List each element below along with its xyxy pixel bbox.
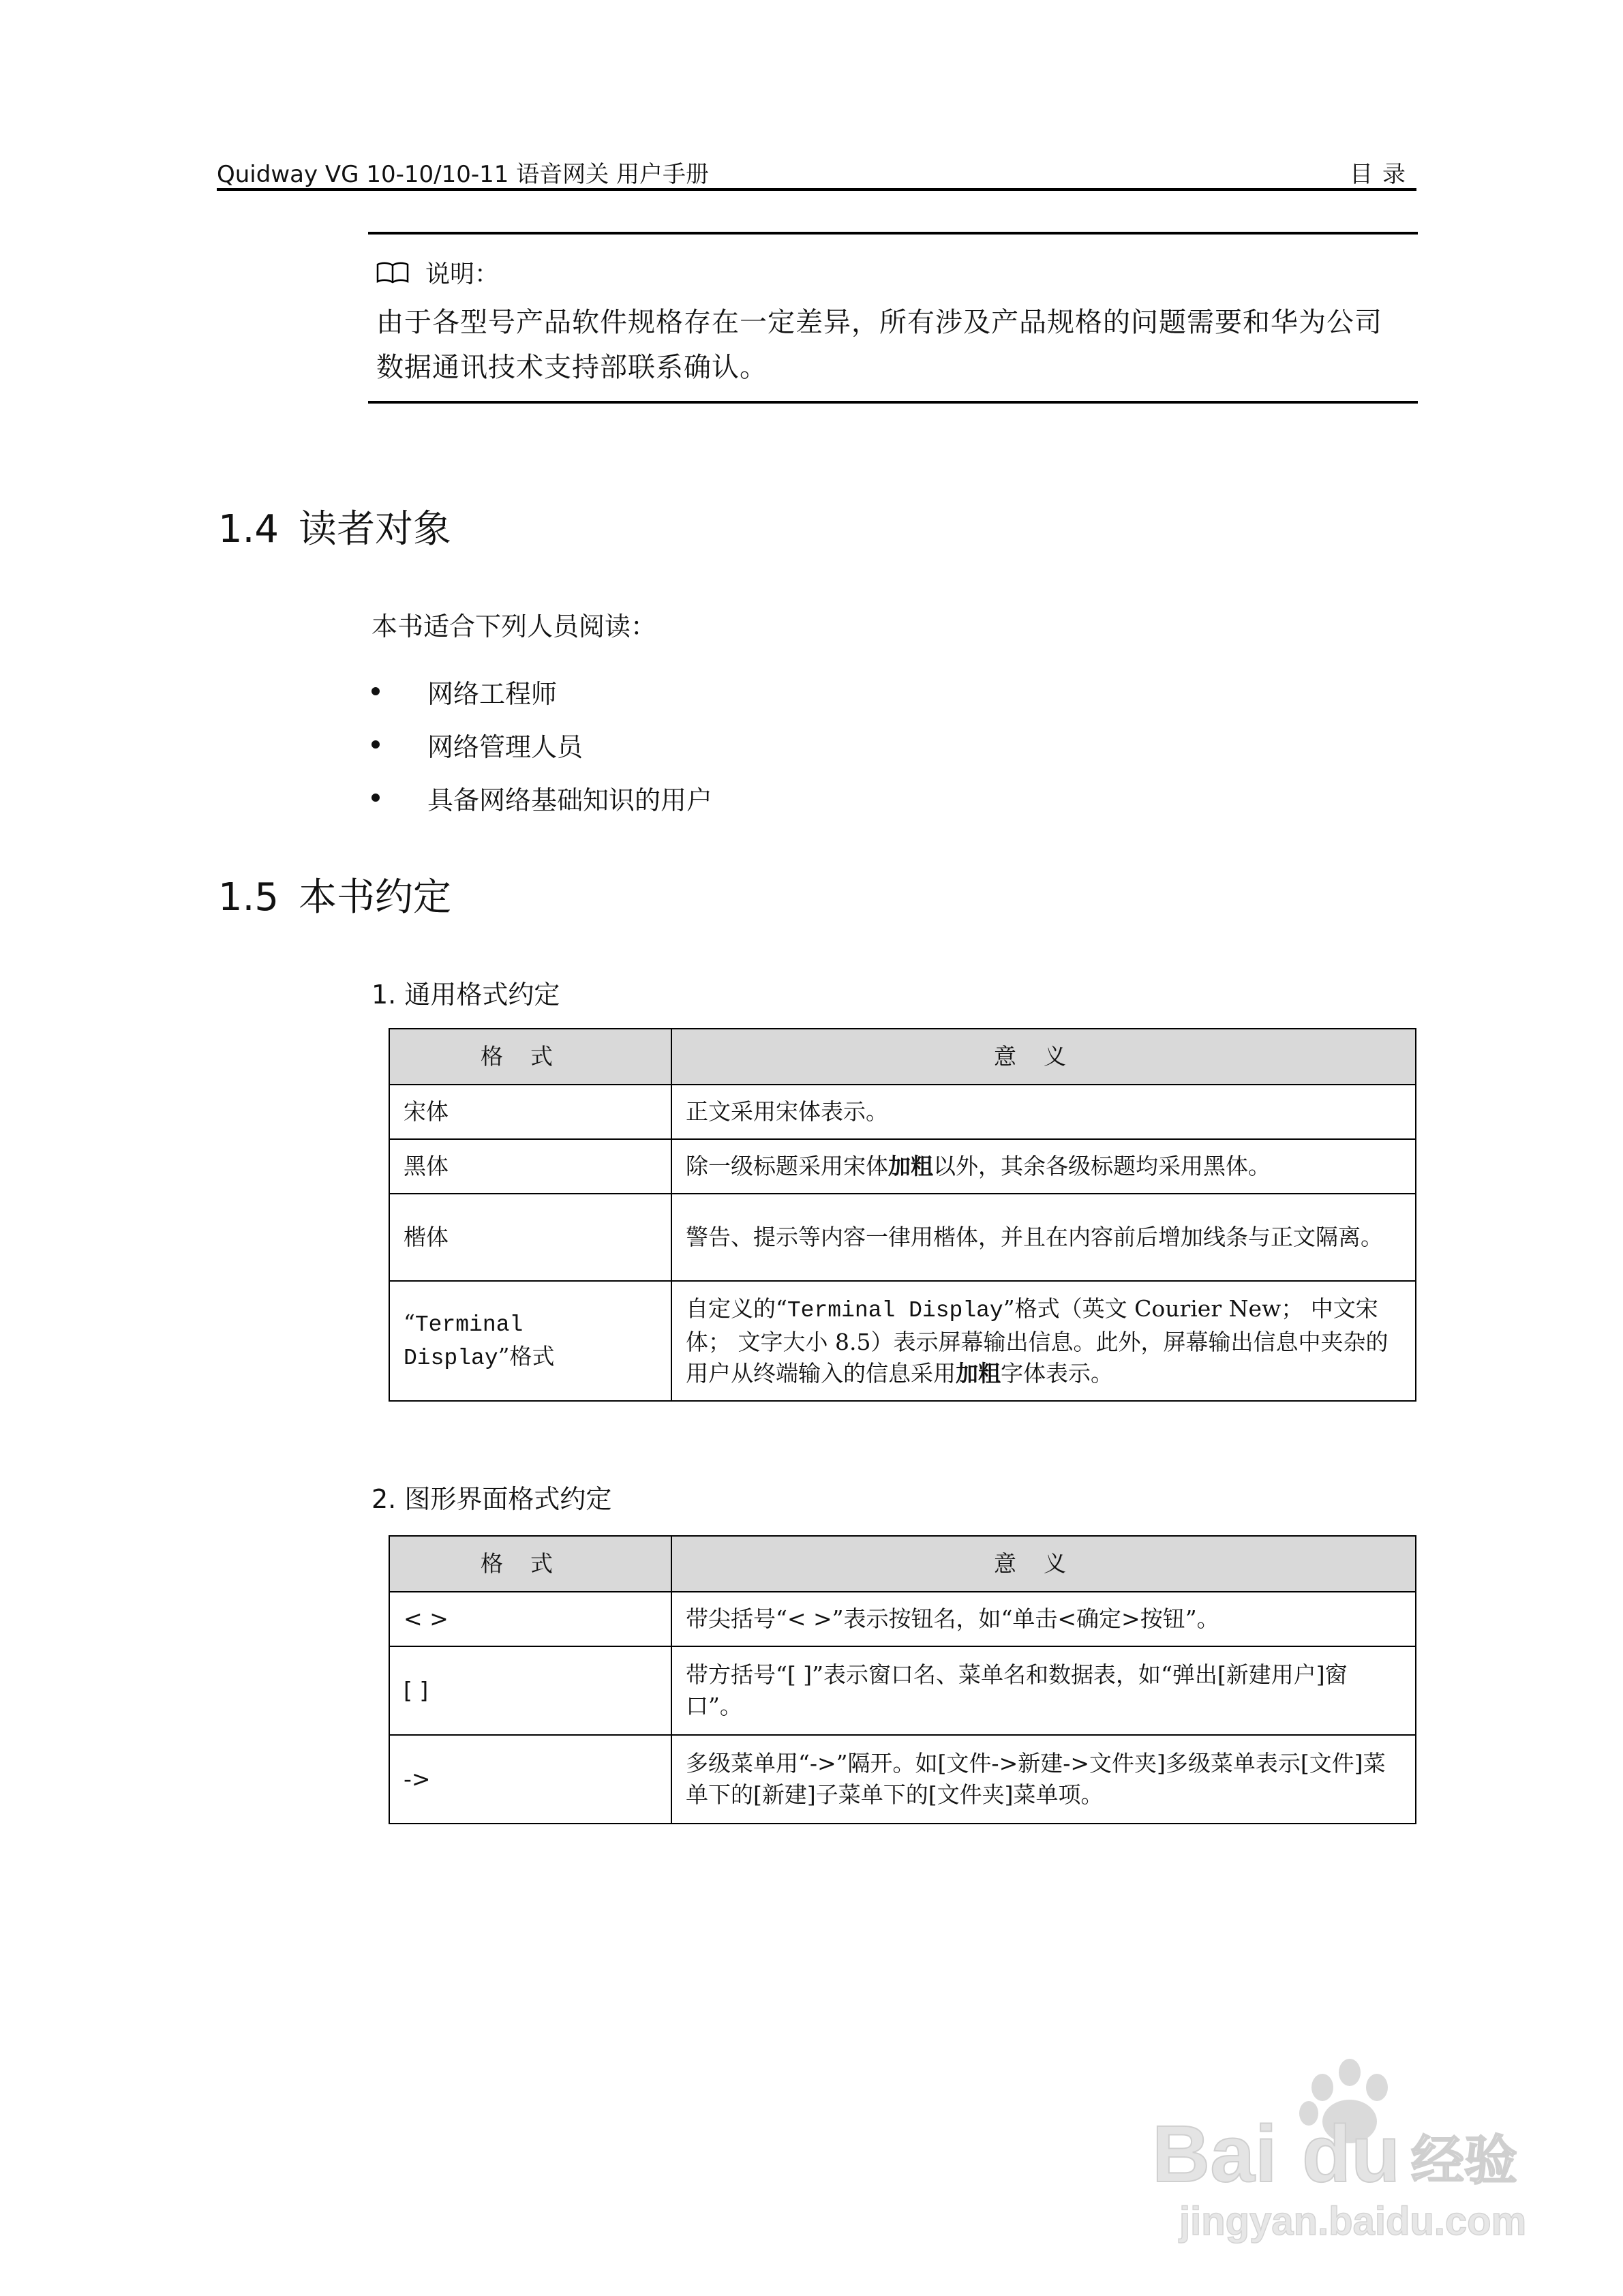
format-cell: 宋体 (389, 1085, 671, 1139)
note-title: 说明： (425, 260, 500, 288)
table-row (389, 1139, 1416, 1194)
section-title: 读者对象 (299, 507, 451, 552)
subheading-general: 1. 通用格式约定 (371, 980, 560, 1010)
section-title: 本书约定 (299, 875, 451, 920)
audience-intro: 本书适合下列人员阅读： (371, 611, 657, 641)
running-header (217, 153, 1416, 191)
list-item: 具备网络基础知识的用户 (371, 771, 712, 824)
meaning-cell: 警告、提示等内容一律用楷体，并且在内容前后增加线条与正文隔离。 (671, 1194, 1416, 1281)
baidu-watermark (1152, 2045, 1534, 2250)
audience-list (371, 665, 712, 824)
meaning-cell: 除一级标题采用宋体加粗以外，其余各级标题均采用黑体。 (671, 1139, 1416, 1194)
column-header: 意义 (671, 1029, 1416, 1085)
bullet-icon (371, 687, 380, 695)
format-cell: -> (389, 1735, 671, 1824)
note-header (376, 255, 499, 290)
watermark-cn: 经验 (1411, 2130, 1518, 2192)
format-cell: “Terminal Display”格式 (389, 1281, 671, 1401)
column-header: 格式 (389, 1029, 671, 1085)
paw-toe (1339, 2059, 1361, 2086)
header-section: 目录 (1350, 161, 1415, 188)
note-box (368, 232, 1418, 404)
section-number: 1.5 (218, 875, 279, 920)
format-cell: 楷体 (389, 1194, 671, 1281)
bold-sample: 加粗 (888, 1153, 933, 1179)
note-line: 数据通讯技术支持部联系确认。 (376, 352, 768, 383)
table-row (389, 1194, 1416, 1281)
table-row (389, 1592, 1416, 1646)
bullet-icon (371, 740, 380, 749)
meaning-cell: 多级菜单用“->”隔开。如[文件->新建->文件夹]多级菜单表示[文件]菜单下的[新建]子菜单下的[文件夹]菜单项。 (671, 1735, 1416, 1824)
column-header: 格式 (389, 1536, 671, 1592)
watermark-url: jingyan.baidu.com (1179, 2199, 1527, 2244)
general-format-table (389, 1028, 1416, 1402)
section-heading-1-5 (218, 867, 451, 922)
table-header-row (389, 1536, 1416, 1592)
note-body (376, 300, 1382, 390)
watermark-brand: du (1302, 2109, 1401, 2199)
list-item: 网络管理人员 (371, 718, 712, 771)
bullet-icon (371, 794, 380, 802)
table-row (389, 1085, 1416, 1139)
gui-format-table (389, 1535, 1416, 1824)
meaning-cell: 自定义的“Terminal Display”格式（英文 Courier New； 中文宋体； 文字大小 8.5）表示屏幕输出信息。此外，屏幕输出信息中夹杂的用户从终端输入的信息采用加粗字体表示。 (671, 1281, 1416, 1401)
subheading-gui: 2. 图形界面格式约定 (371, 1484, 612, 1514)
meaning-cell: 正文采用宋体表示。 (671, 1085, 1416, 1139)
paw-toe (1366, 2074, 1388, 2101)
section-number: 1.4 (218, 507, 279, 552)
format-cell: 黑体 (389, 1139, 671, 1194)
table-row (389, 1735, 1416, 1824)
meaning-cell: 带方括号“[ ]”表示窗口名、菜单名和数据表，如“弹出[新建用户]窗口”。 (671, 1646, 1416, 1735)
table-header-row (389, 1029, 1416, 1085)
note-line: 由于各型号产品软件规格存在一定差异，所有涉及产品规格的问题需要和华为公司 (376, 307, 1382, 338)
paw-toe (1311, 2074, 1333, 2101)
format-cell: [ ] (389, 1646, 671, 1735)
watermark-brand: Bai (1152, 2109, 1277, 2199)
bold-sample: 加粗 (956, 1359, 1001, 1387)
column-header: 意义 (671, 1536, 1416, 1592)
list-item: 网络工程师 (371, 665, 712, 718)
table-row (389, 1281, 1416, 1401)
book-icon (376, 261, 409, 284)
format-cell: < > (389, 1592, 671, 1646)
section-heading-1-4 (218, 499, 451, 554)
meaning-cell: 带尖括号“< >”表示按钮名，如“单击<确定>按钮”。 (671, 1592, 1416, 1646)
table-row (389, 1646, 1416, 1735)
header-title: Quidway VG 10-10/10-11 语音网关 用户手册 (217, 161, 709, 188)
